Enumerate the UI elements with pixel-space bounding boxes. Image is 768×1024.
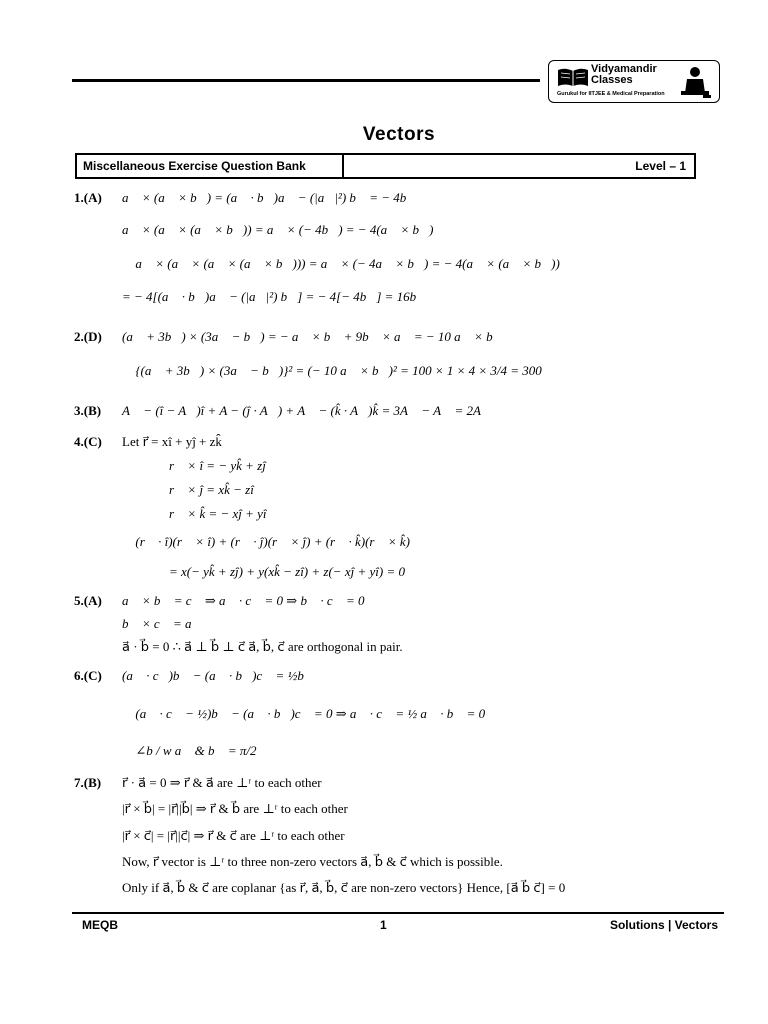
item-4-line-2: r⃗ × î = − yk̂ + zĵ (169, 458, 266, 473)
item-5-line-2: b⃗ × c⃗ = a⃗ (122, 616, 202, 631)
item-7-line-2: |r⃗ × b⃗| = |r⃗||b⃗| ⇒ r⃗ & b⃗ are ⊥ʳ to each other (122, 801, 348, 816)
header-right: Level – 1 (635, 159, 686, 173)
item-2-line-1: (a⃗ + 3b⃗) × (3a⃗ − b⃗) = − a⃗ × b⃗ + 9b⃗ × a⃗ = − 10 a⃗ × b⃗ (122, 329, 503, 344)
teacher-icon (677, 65, 713, 99)
item-5-number: 5.(A) (74, 593, 102, 608)
item-5-line-3: a⃗ · b⃗ = 0 ∴ a⃗ ⊥ b⃗ ⊥ c⃗ a⃗, b⃗, c⃗ are orthogonal in pair. (122, 639, 403, 654)
logo-tagline: Gurukul for IITJEE & Medical Preparation (557, 91, 665, 97)
logo (548, 60, 720, 103)
footer-right: Solutions | Vectors (609, 918, 718, 932)
item-7-line-1: r⃗ · a⃗ = 0 ⇒ r⃗ & a⃗ are ⊥ʳ to each other (122, 775, 322, 790)
item-6-line-2: ∴ (a⃗ · c⃗ − ½)b⃗ − (a⃗ · b⃗)c⃗ = 0 ⇒ a⃗ · c⃗ = ½ a⃗ · b⃗ = 0 (122, 706, 486, 721)
item-3-line-1: A⃗ − (î − A⃗)î + A − (ĵ · A⃗) + A⃗ − (k̂ · A⃗)k̂ = 3A⃗ − A⃗ = 2A⃗ (122, 403, 492, 418)
logo-brand-line2: Classes (591, 74, 633, 86)
page-title: Vectors (362, 124, 436, 145)
item-7-line-3: |r⃗ × c⃗| = |r⃗||c⃗| ⇒ r⃗ & c⃗ are ⊥ʳ to each other (122, 828, 345, 843)
item-1-number: 1.(A) (74, 190, 102, 205)
header-left: Miscellaneous Exercise Question Bank (83, 159, 306, 173)
item-4-line-5: ∴ (r⃗ · î)(r⃗ × î) + (r⃗ · ĵ)(r⃗ × ĵ) + (r⃗ · k̂)(r⃗ × k̂) (122, 534, 410, 549)
header-divider (342, 155, 344, 177)
item-6-line-1: (a⃗ · c⃗)b⃗ − (a⃗ · b⃗)c⃗ = ½b⃗ (122, 668, 314, 683)
item-6-line-3: ∴ ∠b / w a⃗ & b⃗ = π/2 (122, 743, 257, 758)
item-1-line-4: = − 4[(a⃗ · b⃗)a⃗ − (|a⃗|²) b⃗] = − 4[− 4b⃗] = 16b⃗ (122, 289, 427, 304)
item-2-line-2: ∴ {(a⃗ + 3b⃗) × (3a⃗ − b⃗)}² = (− 10 a⃗ × b⃗)² = 100 × 1 × 4 × 3/4 = 300 (122, 363, 542, 378)
item-7-line-4: Now, r⃗ vector is ⊥ʳ to three non-zero vectors a⃗, b⃗ & c⃗ which is possible. (122, 854, 503, 869)
item-4-line-4: r⃗ × k̂ = − xĵ + yî (169, 506, 267, 521)
footer-left: MEQB (82, 918, 118, 932)
item-1-line-2: a⃗ × (a⃗ × (a⃗ × b⃗)) = a⃗ × (− 4b⃗) = − 4(a⃗ × b⃗) (122, 222, 434, 237)
item-5-line-1: a⃗ × b⃗ = c⃗ ⇒ a⃗ · c⃗ = 0 ⇒ b⃗ · c⃗ = 0 (122, 593, 365, 608)
item-1-line-3: ∴ a⃗ × (a⃗ × (a⃗ × (a⃗ × b⃗))) = a⃗ × (− 4a⃗ × b⃗) = − 4(a⃗ × (a⃗ × b⃗)) (122, 256, 560, 271)
footer-page-number: 1 (380, 918, 387, 932)
top-rule (72, 79, 540, 82)
item-7-number: 7.(B) (74, 775, 102, 790)
item-2-number: 2.(D) (74, 329, 102, 344)
item-6-number: 6.(C) (74, 668, 102, 683)
bottom-rule (72, 912, 724, 914)
book-icon (557, 67, 589, 87)
item-1-line-1: a⃗ × (a⃗ × b⃗) = (a⃗ · b⃗)a⃗ − (|a⃗|²) b⃗ = − 4b⃗ (122, 190, 417, 205)
item-4-line-6: = x(− yk̂ + zĵ) + y(xk̂ − zî) + z(− xĵ + yî) = 0 (169, 564, 405, 579)
item-4-number: 4.(C) (74, 434, 102, 449)
item-7-line-5: Only if a⃗, b⃗ & c⃗ are coplanar {as r⃗, a⃗, b⃗, c⃗ are non-zero vectors} Hence, [a⃗ b⃗ c⃗] = 0 (122, 880, 566, 895)
header-box (75, 153, 696, 179)
logo-brand-line1: Vidyamandir (591, 63, 657, 75)
item-4-line-3: r⃗ × ĵ = xk̂ − zî (169, 482, 254, 497)
item-3-number: 3.(B) (74, 403, 102, 418)
item-4-line-1: Let r⃗ = xî + yĵ + zk̂ (122, 434, 222, 449)
